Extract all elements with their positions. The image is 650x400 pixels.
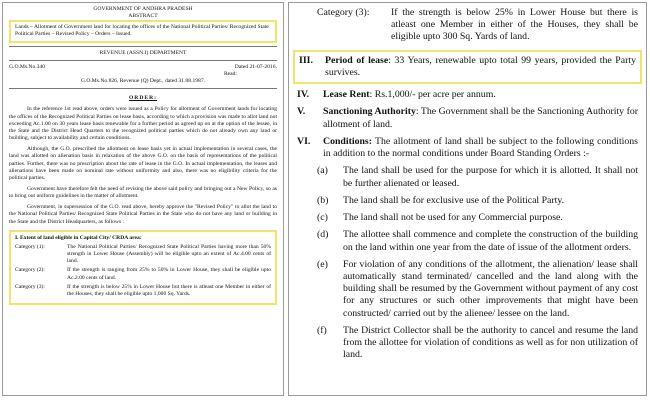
para-2: Although, the G.O. prescribed the allotment on lease basis yet in actual implementation in several cases, the land was allotted on alienation basis in relaxation of the above G.O. on the basis of representations of the political parties. Further, there was no prescription about the rate of lease in the G.O. In actual implementation, the leases and alienations have been made on nominal rate without uniformity and also, there was no eligibility criteria for the political parties. <box>9 146 277 181</box>
condition-item: (b) The land shall be for exclusive use of the Political Party. <box>317 194 565 206</box>
category-row: Category (2): If the strength is ranging from 25% to 50% in Lower House, they shall be eligible upto Ac.2.00 cents of land. <box>15 267 271 281</box>
extent-title: I. Extent of land eligible in Capital City/ CRDA area: <box>15 234 142 241</box>
condition-item: (c) The land shall not be used for any Commercial purpose. <box>317 212 563 224</box>
gov-heading: GOVERNMENT OF ANDHRA PRADESH <box>93 6 193 12</box>
condition-item: (a) The land shall be used for the purpose for which it is allotted. It shall not be further alienated or leased. <box>317 165 638 189</box>
section-conditions: VI. Conditions: The allotment of land shall be subject to the following conditions in addition to the normal conditions under Board Standing Orders :- <box>297 135 638 160</box>
para-3: Government have therefore felt the need of revising the above said policy and bringing out a New Policy, so as to bring out uniform guidelines in the matter of allotment. <box>9 185 277 200</box>
reference: G.O.Ms.No.826, Revenue (Q) Dept., dated 31.08.1987. <box>80 78 206 85</box>
order-title: ORDER: <box>128 95 158 102</box>
category-row: Category (1): The National Political Parties/ Recognized State Political Parties having more than 50% strength in Lower House (Assembly) will be eligible upto an extent of Ac.4.00 cents of land. <box>15 243 271 265</box>
divider <box>9 46 277 47</box>
section-lease-rent: IV. Lease Rent: Rs.1,000/- per acre per annum. <box>297 89 496 101</box>
go-number-row <box>9 64 277 71</box>
category-row: Category (3): If the strength is below 25% in Lower House but there is atleast one Member in either of the Houses, they shall be eligible upto 1,000 Sq. Yards. <box>15 283 271 297</box>
extent-box <box>9 230 277 305</box>
subject-box: Lands – Allotment of Government land for locating the offices of the National Political Parties/ Recognized State Political Parties – Revised Policy – Orders – Issued. <box>9 20 277 42</box>
abstract-heading: ABSTRACT <box>128 13 158 20</box>
para-1: In the reference 1st read above, orders were issued as a Policy for allotment of Government lands for locating the offices of the Recognized Political Parties on lease basis, according to which a provision was made to allot land not exceeding Ac.1.00 on 30 years lease basis renewable for a further period as agreed up on at the option of the lessee, in the State and the District Head Quarters to the recognized political parties which do not already own any land or building, subject to availability and certain conditions. <box>9 106 277 142</box>
go-number: G.O.Ms.No.340 <box>9 63 46 70</box>
go-page-right <box>288 2 647 396</box>
condition-item: (e) For violation of any conditions of the allotment, the alienation/ lease shall automatically stand terminated/ cancelled and the land along with the building shall be resumed by the Government without payment of any cost for any structures or such other improvements that might have been constructed/ carried out by the alienee/ lessee on the land. <box>317 258 638 319</box>
go-date: Dated 21-07-2016. <box>234 63 277 70</box>
para-4: Government, in supersession of the G.O. read above, hereby approve the "Revised Policy" to allot the land to the National Political Parties/ Recognized State Political Parties in the State who do not have any land or building in the State and the District Headquarters, as follows : <box>9 204 277 225</box>
read-label: Read: <box>223 70 237 77</box>
condition-item: (d) The allottee shall commence and complete the construction of the building on the land within one year from the date of issue of the allotment orders. <box>317 229 638 253</box>
department-heading: REVENUE (ASSN.I) DEPARTMENT <box>99 49 187 56</box>
category-3-row: Category (3): If the strength is below 25% in Lower House but there is atleast one Member in either of the Houses, they shall be eligible upto 300 Sq. Yards of land. <box>317 7 638 43</box>
divider <box>9 60 277 61</box>
section-sanctioning-authority: V. Sanctioning Authority: The Government shall be the Sanctioning Authority for allotment of land. <box>297 106 638 130</box>
divider <box>9 88 277 89</box>
section-period-of-lease: III. Period of lease: 33 Years, renewable upto total 99 years, provided the Party survives. <box>299 54 636 78</box>
condition-item: (f) The District Collector shall be the authority to cancel and resume the land from the allottee for violation of conditions as well as for non utilization of land. <box>317 324 638 361</box>
period-of-lease-box <box>293 50 642 84</box>
go-page-left <box>2 2 284 396</box>
